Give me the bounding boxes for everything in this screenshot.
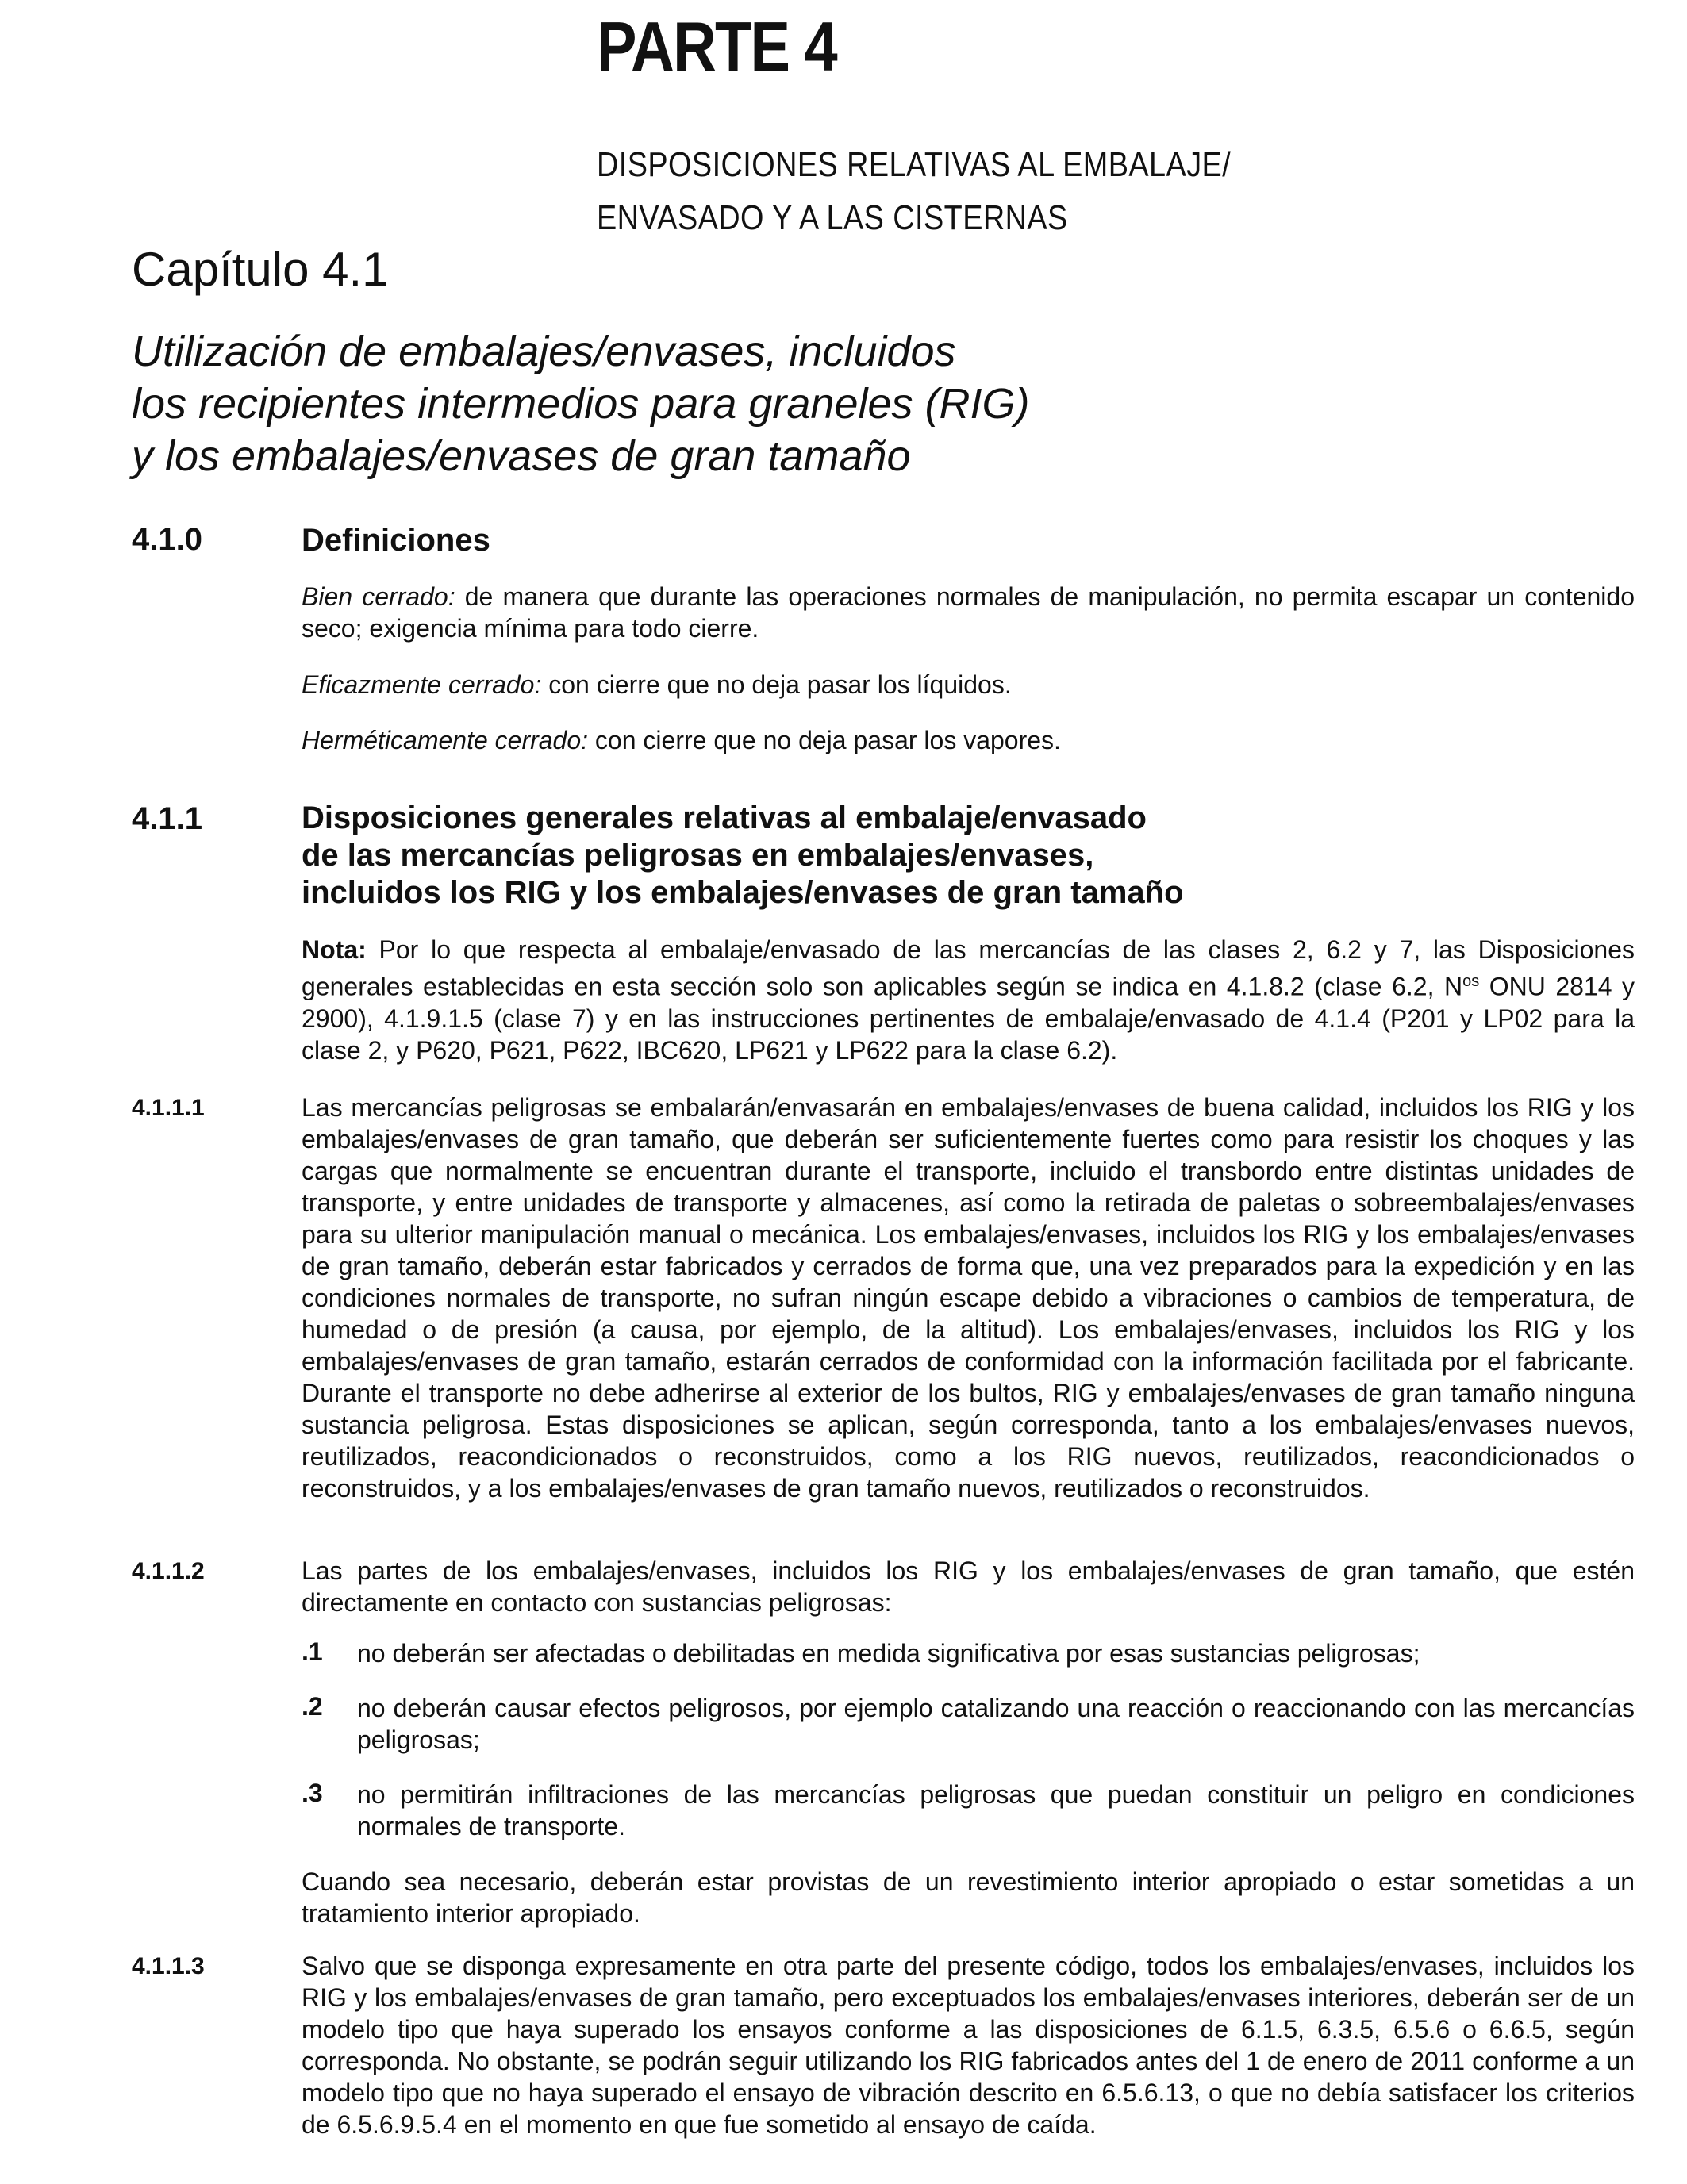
paragraph-text: Cuando sea necesario, deberán estar provistas de un revestimiento interior apropiado o estar sometidas a un tratamiento interior apropiado. xyxy=(302,1867,1635,1928)
chapter-title-line-1: Utilización de embalajes/envases, incluidos xyxy=(132,328,956,375)
list-item-number: .2 xyxy=(302,1692,323,1721)
chapter-label: Capítulo 4.1 xyxy=(132,243,389,296)
paragraph-text: Salvo que se disponga expresamente en otra parte del presente código, todos los embalajes/envases, incluidos los RIG y los embalajes/envases de gran tamaño, pero exceptuados los embalajes/envases interiores, deberán ser de un modelo tipo que haya superado los ensayos conforme a las disposiciones de 6.1.5, 6.3.5, 6.5.6 o 6.6.5, según corresponda. No obstante, se podrán seguir utilizando los RIG fabricados antes del 1 de enero de 2011 conforme a un modelo tipo que no haya superado el ensayo de vibración descrito en 6.5.6.13, o que no debía satisfacer los criterios de 6.5.6.9.5.4 en el momento en que fue sometido al ensayo de caída. xyxy=(302,1952,1635,2139)
chapter-title xyxy=(132,325,1163,482)
section-number-4-1-0: 4.1.0 xyxy=(132,522,202,557)
section-title-line-3: incluidos los RIG y los embalajes/envases de gran tamaño xyxy=(302,875,1184,910)
definition-text: de manera que durante las operaciones normales de manipulación, no permita escapar un contenido seco; exigencia mínima para todo cierre. xyxy=(302,582,1635,643)
section-title-definiciones: Definiciones xyxy=(302,523,490,558)
section-title-line-2: de las mercancías peligrosas en embalajes/envases, xyxy=(302,838,1094,873)
list-item-number: .3 xyxy=(302,1779,323,1807)
part-subtitle-line-1: DISPOSICIONES RELATIVAS AL EMBALAJE/ xyxy=(597,145,1232,184)
paragraph-number-4-1-1-2: 4.1.1.2 xyxy=(132,1558,205,1584)
paragraph-text: Las partes de los embalajes/envases, incluidos los RIG y los embalajes/envases de gran tamaño, que estén directamente en contacto con sustancias peligrosas: xyxy=(302,1556,1635,1617)
definition-term: Herméticamente cerrado: xyxy=(302,726,589,754)
list-item-text: no permitirán infiltraciones de las mercancías peligrosas que puedan constituir un peligro en condiciones normales de transporte. xyxy=(357,1780,1635,1840)
paragraph-4-1-1-1 xyxy=(302,1092,1635,1504)
list-item-text: no deberán causar efectos peligrosos, por ejemplo catalizando una reacción o reaccionando con las mercancías peligrosas; xyxy=(357,1694,1635,1754)
section-title-line-1: Disposiciones generales relativas al embalaje/envasado xyxy=(302,800,1147,835)
note-label: Nota: xyxy=(302,935,367,964)
chapter-title-line-2: los recipientes intermedios para graneles (RIG) xyxy=(132,380,1030,428)
definition-eficazmente-cerrado xyxy=(302,669,1635,700)
paragraph-4-1-1-2-closing xyxy=(302,1866,1635,1929)
definition-bien-cerrado xyxy=(302,581,1635,644)
list-item-text: no deberán ser afectadas o debilitadas en medida significativa por esas sustancias peligrosas; xyxy=(357,1639,1420,1668)
note-superscript: os xyxy=(1462,973,1480,990)
part-title: PARTE 4 xyxy=(597,7,836,86)
note-paragraph xyxy=(302,934,1635,1066)
paragraph-text: Las mercancías peligrosas se embalarán/envasarán en embalajes/envases de buena calidad, incluidos los RIG y los embalajes/envases de gran tamaño, que deberán ser suficientemente fuertes como para resistir los choques y las cargas que normalmente se encuentran durante el transporte, incluido el transbordo entre distintas unidades de transporte, y entre unidades de transporte y almacenes, así como la retirada de paletas o sobreembalajes/envases para su ulterior manipulación manual o mecánica. Los embalajes/envases, incluidos los RIG y los embalajes/envases de gran tamaño, deberán estar fabricados y cerrados de forma que, una vez preparados para la expedición y en las condiciones normales de transporte, no sufran ningún escape debido a vibraciones o cambios de temperatura, de humedad o de presión (a causa, por ejemplo, de la altitud). Los embalajes/envases, incluidos los RIG y los embalajes/envases de gran tamaño, estarán cerrados de conformidad con la información facilitada por el fabricante. Durante el transporte no debe adherirse al exterior de los bultos, RIG y embalajes/envases de gran tamaño ninguna sustancia peligrosa. Estas disposiciones se aplican, según corresponda, tanto a los embalajes/envases nuevos, reutilizados, reacondicionados o reconstruidos, como a los RIG nuevos, reutilizados, reacondicionados o reconstruidos, y a los embalajes/envases de gran tamaño nuevos, reutilizados o reconstruidos. xyxy=(302,1093,1635,1503)
chapter-title-line-3: y los embalajes/envases de gran tamaño xyxy=(132,432,911,480)
section-number-4-1-1: 4.1.1 xyxy=(132,801,202,836)
paragraph-4-1-1-3 xyxy=(302,1950,1635,2140)
list-item-number: .1 xyxy=(302,1637,323,1666)
note-text-part-2: ONU 2814 y 2900), 4.1.9.1.5 (clase 7) y en las instrucciones pertinentes de embalaje/envasado de 4.1.4 (P201 y LP02 para la clase 2, y P620, P621, P622, IBC620, LP621 y LP622 para la clase 6.2). xyxy=(302,972,1635,1065)
paragraph-number-4-1-1-3: 4.1.1.3 xyxy=(132,1953,205,1979)
paragraph-number-4-1-1-1: 4.1.1.1 xyxy=(132,1095,205,1121)
definition-text: con cierre que no deja pasar los vapores. xyxy=(588,726,1061,754)
definition-hermeticamente-cerrado xyxy=(302,724,1635,756)
part-subtitle-line-2: ENVASADO Y A LAS CISTERNAS xyxy=(597,198,1068,237)
definition-term: Eficazmente cerrado: xyxy=(302,670,542,699)
paragraph-4-1-1-2-intro xyxy=(302,1555,1635,1618)
definition-text: con cierre que no deja pasar los líquidos. xyxy=(541,670,1012,699)
definition-term: Bien cerrado: xyxy=(302,582,455,611)
section-title-disposiciones-generales xyxy=(302,800,1635,912)
note-text-part-1: Por lo que respecta al embalaje/envasado de las mercancías de las clases 2, 6.2 y 7, las Disposiciones generales establecidas en esta sección solo son aplicables según se indica en 4.1.8.2 (clase 6.2, N xyxy=(302,935,1635,1001)
